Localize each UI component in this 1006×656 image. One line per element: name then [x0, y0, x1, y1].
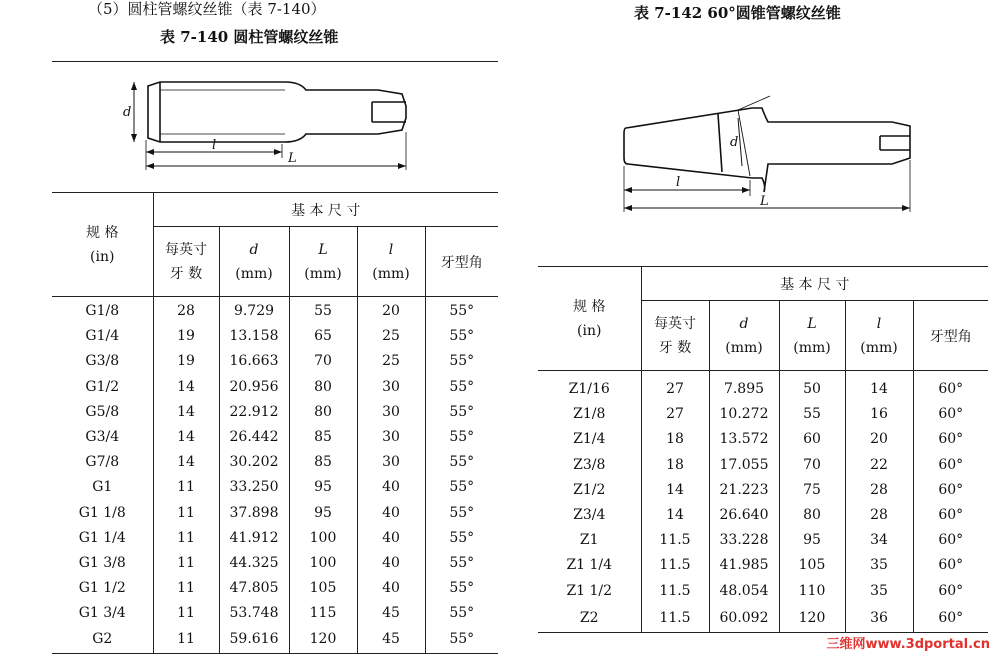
- cell-d: 22.912: [219, 399, 289, 424]
- cell-angle: 55°: [449, 554, 475, 571]
- cell-spec: G1 1/2: [52, 576, 153, 601]
- cell-spec: G1 1/4: [52, 525, 153, 550]
- cell-d: 53.748: [219, 601, 289, 626]
- cell-l: 28: [845, 477, 913, 502]
- cell-spec: G1/2: [52, 374, 153, 399]
- cell-l: 35: [845, 553, 913, 578]
- cell-tpi: 14: [153, 424, 219, 449]
- cell-L: 95: [289, 500, 357, 525]
- cell-angle: 60°: [938, 532, 964, 549]
- taper-tap-figure: [610, 88, 920, 223]
- cell-angle: 60°: [938, 557, 964, 574]
- table-row: [538, 477, 988, 502]
- cell-d: 37.898: [219, 500, 289, 525]
- cell-L: 120: [289, 626, 357, 653]
- cell-tpi: 11: [153, 500, 219, 525]
- cell-tpi: 14: [641, 477, 709, 502]
- cell-angle: 60°: [938, 582, 964, 599]
- cell-spec: Z3/4: [538, 502, 641, 527]
- cell-tpi: 14: [153, 450, 219, 475]
- table-row: [538, 553, 988, 578]
- cell-L: 75: [779, 477, 845, 502]
- cell-L: 85: [289, 450, 357, 475]
- col-angle-header: 牙型角: [440, 254, 483, 271]
- table-row: [52, 297, 498, 324]
- cell-L: 80: [289, 374, 357, 399]
- cell-d: 13.572: [709, 427, 779, 452]
- cell-tpi: 11.5: [641, 578, 709, 603]
- cell-d: 41.912: [219, 525, 289, 550]
- table-row: [538, 452, 988, 477]
- section-heading: （5）圆柱管螺纹丝锥（表 7-140）: [88, 0, 326, 18]
- cell-spec: G1/8: [52, 297, 153, 324]
- cell-spec: G1 1/8: [52, 500, 153, 525]
- cell-d: 16.663: [219, 349, 289, 374]
- table-row: [52, 349, 498, 374]
- cell-spec: Z1: [538, 528, 641, 553]
- cell-tpi: 14: [153, 374, 219, 399]
- cell-d: 48.054: [709, 578, 779, 603]
- table-title-7-140: 表 7-140 圆柱管螺纹丝锥: [160, 28, 339, 46]
- cell-L: 110: [779, 578, 845, 603]
- fig-label-d-right: d: [730, 135, 739, 150]
- table-7-142: [538, 266, 988, 633]
- cell-spec: Z1 1/2: [538, 578, 641, 603]
- cell-angle: 55°: [449, 454, 475, 471]
- cell-d: 60.092: [709, 603, 779, 632]
- table-row: [538, 603, 988, 632]
- cell-spec: G3/8: [52, 349, 153, 374]
- cell-l: 20: [845, 427, 913, 452]
- cell-L: 85: [289, 424, 357, 449]
- table-row: [52, 601, 498, 626]
- cell-l: 30: [357, 374, 425, 399]
- cell-d: 59.616: [219, 626, 289, 653]
- cell-l: 28: [845, 502, 913, 527]
- cell-L: 60: [779, 427, 845, 452]
- cell-d: 26.442: [219, 424, 289, 449]
- cell-L: 100: [289, 525, 357, 550]
- cell-spec: G1 3/8: [52, 550, 153, 575]
- fig-label-L: L: [288, 151, 297, 166]
- cell-spec: Z1/16: [538, 371, 641, 402]
- cell-tpi: 18: [641, 427, 709, 452]
- cell-spec: G1 3/4: [52, 601, 153, 626]
- cell-l: 40: [357, 576, 425, 601]
- cell-L: 115: [289, 601, 357, 626]
- cell-spec: Z1/8: [538, 402, 641, 427]
- cell-spec: G3/4: [52, 424, 153, 449]
- cell-angle: 55°: [449, 479, 475, 496]
- table-row: [538, 528, 988, 553]
- table-row: [52, 525, 498, 550]
- cell-l: 40: [357, 525, 425, 550]
- cell-angle: 60°: [938, 431, 964, 448]
- cell-tpi: 28: [153, 297, 219, 324]
- cell-tpi: 18: [641, 452, 709, 477]
- cell-tpi: 14: [153, 399, 219, 424]
- cell-l: 34: [845, 528, 913, 553]
- cell-angle: 55°: [449, 631, 475, 648]
- table-7-140: [52, 192, 498, 654]
- top-rule-left: [52, 61, 498, 62]
- cell-L: 105: [289, 576, 357, 601]
- cell-L: 65: [289, 324, 357, 349]
- cell-tpi: 11.5: [641, 553, 709, 578]
- cell-tpi: 19: [153, 349, 219, 374]
- cell-L: 70: [289, 349, 357, 374]
- cell-angle: 55°: [449, 403, 475, 420]
- cell-l: 45: [357, 601, 425, 626]
- table-row: [52, 550, 498, 575]
- cell-d: 33.228: [709, 528, 779, 553]
- cell-spec: Z3/8: [538, 452, 641, 477]
- cell-l: 20: [357, 297, 425, 324]
- cell-l: 30: [357, 450, 425, 475]
- cell-angle: 55°: [449, 378, 475, 395]
- watermark: 三维网www.3dportal.cn: [826, 637, 990, 652]
- group-header-right: 基 本 尺 寸: [641, 267, 988, 301]
- cell-angle: 55°: [449, 580, 475, 597]
- table-title-7-142: 表 7-142 60°圆锥管螺纹丝锥: [634, 4, 841, 22]
- cell-spec: Z1/4: [538, 427, 641, 452]
- cell-L: 80: [779, 502, 845, 527]
- col-spec-header: 规 格 (in): [52, 193, 153, 297]
- table-row: [52, 450, 498, 475]
- cell-l: 25: [357, 324, 425, 349]
- cell-d: 20.956: [219, 374, 289, 399]
- cell-tpi: 27: [641, 402, 709, 427]
- cell-spec: G2: [52, 626, 153, 653]
- cell-d: 44.325: [219, 550, 289, 575]
- cell-angle: 60°: [938, 481, 964, 498]
- cell-d: 33.250: [219, 475, 289, 500]
- cell-l: 30: [357, 424, 425, 449]
- cell-angle: 60°: [938, 507, 964, 524]
- cell-d: 26.640: [709, 502, 779, 527]
- table-row: [538, 371, 988, 402]
- cell-l: 25: [357, 349, 425, 374]
- cell-l: 45: [357, 626, 425, 653]
- table-row: [52, 324, 498, 349]
- table-row: [52, 576, 498, 601]
- cell-L: 105: [779, 553, 845, 578]
- cell-angle: 55°: [449, 303, 475, 320]
- cell-L: 80: [289, 399, 357, 424]
- cell-tpi: 19: [153, 324, 219, 349]
- cell-l: 22: [845, 452, 913, 477]
- col-tpi-header: 每英寸 牙 数: [153, 227, 219, 297]
- fig-label-d: d: [123, 105, 132, 120]
- cell-d: 7.895: [709, 371, 779, 402]
- cell-d: 47.805: [219, 576, 289, 601]
- cell-l: 40: [357, 500, 425, 525]
- cell-tpi: 11: [153, 475, 219, 500]
- cell-d: 21.223: [709, 477, 779, 502]
- cell-angle: 55°: [449, 605, 475, 622]
- cell-L: 95: [289, 475, 357, 500]
- cell-L: 55: [779, 402, 845, 427]
- fig-label-l: l: [212, 138, 217, 153]
- cylindrical-tap-figure: [110, 70, 430, 180]
- cell-tpi: 11: [153, 626, 219, 653]
- table-row: [538, 402, 988, 427]
- cell-angle: 55°: [449, 328, 475, 345]
- col-angle-header-right: 牙型角: [929, 328, 972, 345]
- table-row: [52, 424, 498, 449]
- fig-label-L-right: L: [760, 194, 769, 209]
- table-row: [52, 626, 498, 653]
- cell-angle: 60°: [938, 381, 964, 398]
- cell-angle: 55°: [449, 353, 475, 370]
- table-row: [538, 427, 988, 452]
- cell-spec: Z1/2: [538, 477, 641, 502]
- cell-l: 16: [845, 402, 913, 427]
- cell-l: 14: [845, 371, 913, 402]
- cell-L: 95: [779, 528, 845, 553]
- cell-l: 40: [357, 550, 425, 575]
- group-header: 基 本 尺 寸: [153, 193, 498, 227]
- col-spec-header-right: 规 格 (in): [538, 267, 641, 371]
- col-d-header-right: d (mm): [709, 301, 779, 371]
- cell-angle: 55°: [449, 504, 475, 521]
- cell-l: 30: [357, 399, 425, 424]
- cell-d: 13.158: [219, 324, 289, 349]
- cell-spec: Z2: [538, 603, 641, 632]
- col-L-header: L (mm): [289, 227, 357, 297]
- cell-l: 35: [845, 578, 913, 603]
- cell-L: 120: [779, 603, 845, 632]
- cell-L: 70: [779, 452, 845, 477]
- col-L-header-right: L (mm): [779, 301, 845, 371]
- cell-tpi: 11.5: [641, 603, 709, 632]
- cell-d: 9.729: [219, 297, 289, 324]
- table-row: [52, 374, 498, 399]
- cell-L: 50: [779, 371, 845, 402]
- cell-tpi: 27: [641, 371, 709, 402]
- cell-d: 17.055: [709, 452, 779, 477]
- cell-spec: G7/8: [52, 450, 153, 475]
- cell-angle: 60°: [938, 609, 964, 626]
- cell-tpi: 14: [641, 502, 709, 527]
- col-d-header: d (mm): [219, 227, 289, 297]
- cell-angle: 60°: [938, 456, 964, 473]
- cell-tpi: 11.5: [641, 528, 709, 553]
- cell-d: 30.202: [219, 450, 289, 475]
- table-row: [538, 578, 988, 603]
- cell-d: 41.985: [709, 553, 779, 578]
- table-row: [538, 502, 988, 527]
- cell-d: 10.272: [709, 402, 779, 427]
- cell-spec: G5/8: [52, 399, 153, 424]
- cell-angle: 60°: [938, 406, 964, 423]
- col-tpi-header-right: 每英寸 牙 数: [641, 301, 709, 371]
- cell-l: 40: [357, 475, 425, 500]
- cell-l: 36: [845, 603, 913, 632]
- cell-tpi: 11: [153, 601, 219, 626]
- cell-tpi: 11: [153, 525, 219, 550]
- cell-L: 55: [289, 297, 357, 324]
- cell-angle: 55°: [449, 529, 475, 546]
- table-row: [52, 399, 498, 424]
- cell-tpi: 11: [153, 550, 219, 575]
- cell-spec: G1/4: [52, 324, 153, 349]
- table-row: [52, 475, 498, 500]
- col-l-header-right: l (mm): [845, 301, 913, 371]
- cell-spec: Z1 1/4: [538, 553, 641, 578]
- fig-label-l-right: l: [676, 175, 681, 190]
- cell-spec: G1: [52, 475, 153, 500]
- table-row: [52, 500, 498, 525]
- cell-L: 100: [289, 550, 357, 575]
- cell-angle: 55°: [449, 429, 475, 446]
- col-l-header: l (mm): [357, 227, 425, 297]
- cell-tpi: 11: [153, 576, 219, 601]
